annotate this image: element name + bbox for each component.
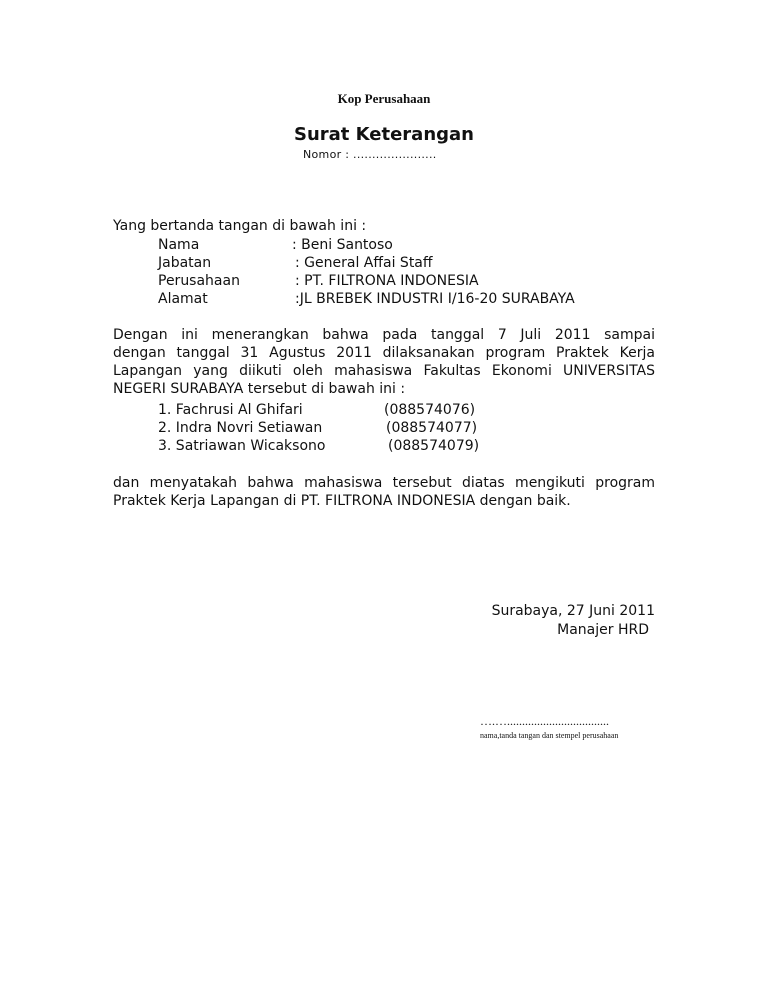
letter-title: Surat Keterangan <box>293 124 474 145</box>
closing-line: Praktek Kerja Lapangan di PT. FILTRONA INDONESIA dengan baik. <box>113 493 571 509</box>
signer-position: Manajer HRD <box>557 622 649 638</box>
field-label-nama: Nama <box>158 237 200 253</box>
field-label-jabatan: Jabatan <box>158 255 212 271</box>
student-id: (088574079) <box>388 438 480 454</box>
student-name: 2. Indra Novri Setiawan <box>158 420 323 436</box>
closing-line: dan menyatakah bahwa mahasiswa tersebut diatas mengikuti program <box>113 475 655 491</box>
student-name: 3. Satriawan Wicaksono <box>158 438 326 454</box>
field-value-alamat: :JL BREBEK INDUSTRI I/16-20 SURABAYA <box>295 291 575 307</box>
field-value-nama: : Beni Santoso <box>292 237 393 253</box>
field-value-perusahaan: : PT. FILTRONA INDONESIA <box>295 273 479 289</box>
statement-line: Dengan ini menerangkan bahwa pada tanggal 7 Juli 2011 sampai <box>113 327 655 343</box>
place-date: Surabaya, 27 Juni 2011 <box>491 603 655 619</box>
statement-line: Lapangan yang diikuti oleh mahasiswa Fakultas Ekonomi UNIVERSITAS <box>113 363 655 379</box>
field-label-perusahaan: Perusahaan <box>158 273 240 289</box>
company-letterhead: Kop Perusahaan <box>337 91 431 106</box>
intro-text: Yang bertanda tangan di bawah ini : <box>113 218 367 234</box>
statement-line: dengan tanggal 31 Agustus 2011 dilaksanakan program Praktek Kerja <box>113 345 655 361</box>
closing-paragraph <box>113 474 655 510</box>
statement-line: NEGERI SURABAYA tersebut di bawah ini : <box>113 381 406 397</box>
letter-number: Nomor : ...................... <box>303 148 437 161</box>
student-name: 1. Fachrusi Al Ghifari <box>158 402 303 418</box>
field-label-alamat: Alamat <box>158 291 208 307</box>
student-id: (088574076) <box>384 402 476 418</box>
student-id: (088574077) <box>386 420 478 436</box>
statement-paragraph <box>113 326 655 398</box>
signature-caption: nama,tanda tangan dan stempel perusahaan <box>480 731 619 740</box>
signature-line: ….….................................. <box>480 714 609 728</box>
field-value-jabatan: : General Affai Staff <box>295 255 433 271</box>
